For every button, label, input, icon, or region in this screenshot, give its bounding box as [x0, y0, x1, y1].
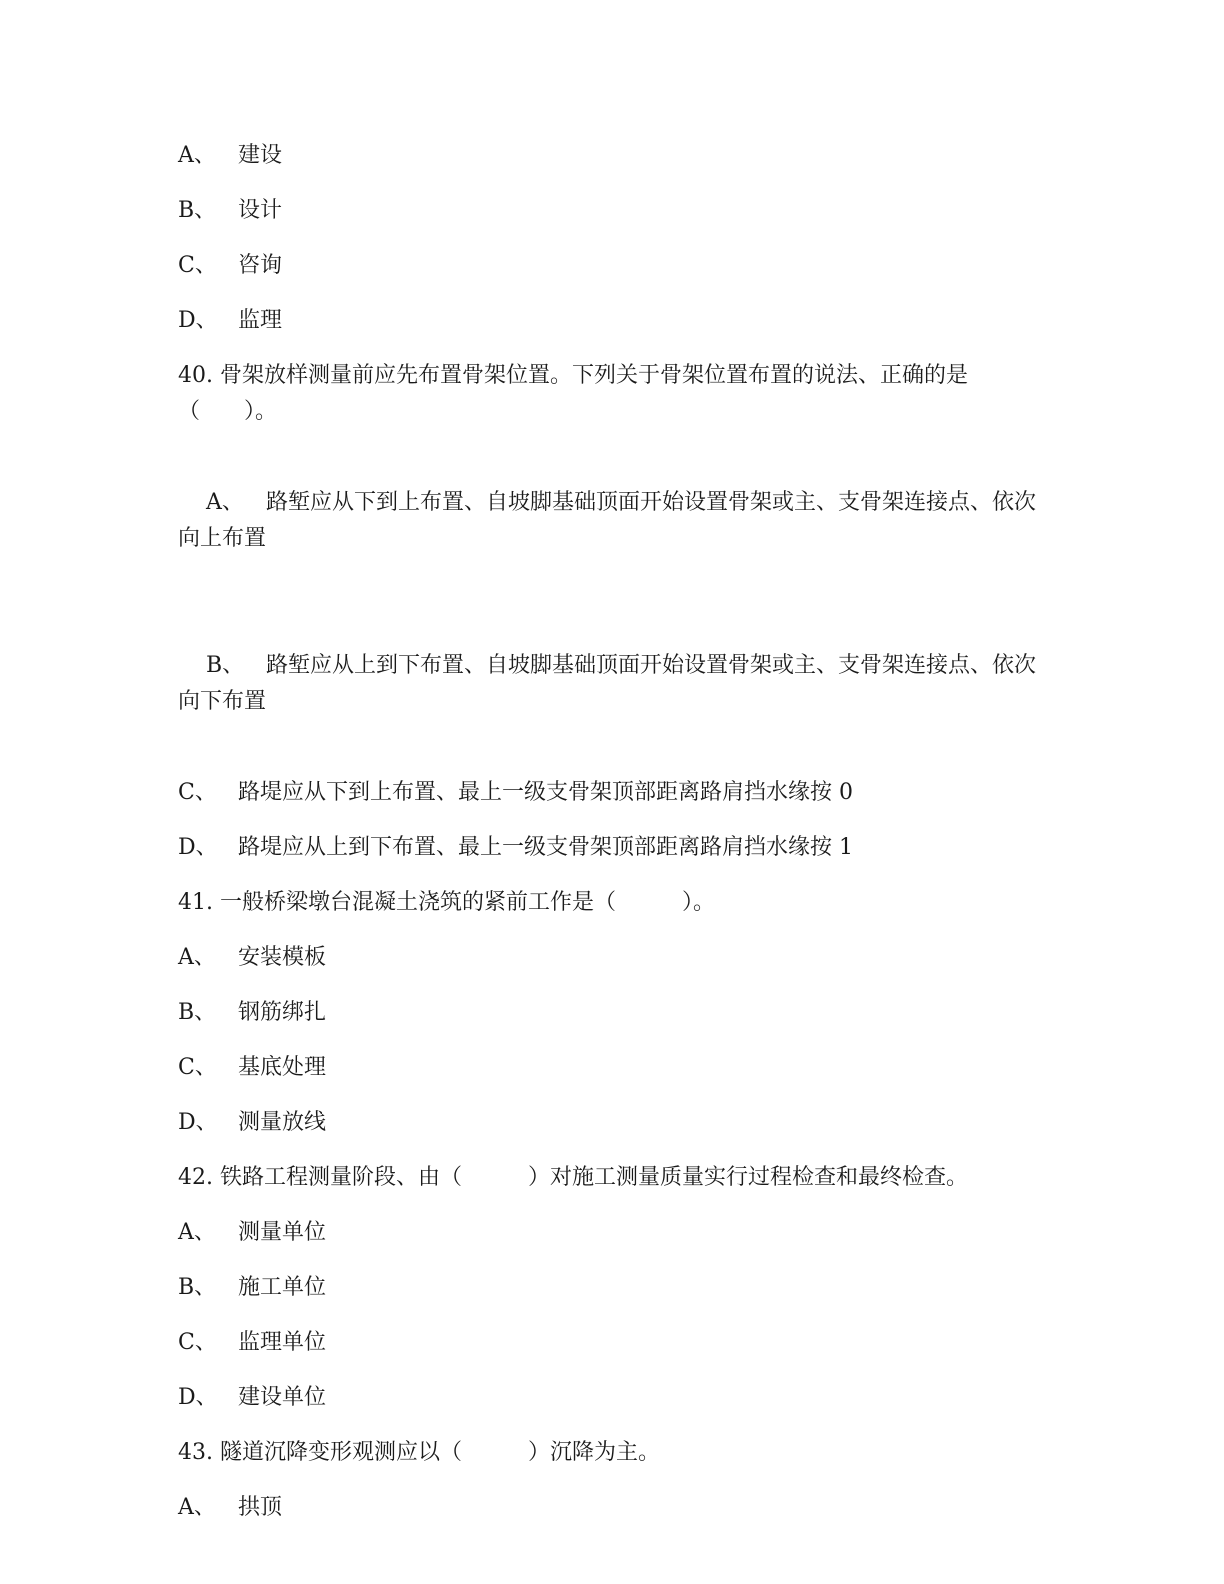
q39-option-c	[178, 248, 1048, 284]
q42-option-a	[178, 1215, 1048, 1251]
option-text: 建设	[238, 143, 283, 168]
option-letter: A、	[178, 1495, 216, 1520]
option-text: 基底处理	[238, 1055, 327, 1080]
q42-option-c	[178, 1325, 1048, 1361]
q40-option-a	[178, 449, 1048, 593]
question-43: 43. 隧道沉降变形观测应以（ ）沉降为主。	[178, 1440, 660, 1465]
option-letter: D、	[178, 835, 218, 860]
option-letter: B、	[178, 198, 217, 223]
option-letter: A、	[205, 490, 244, 515]
document-page	[178, 138, 1048, 1545]
option-text: 路堑应从下到上布置、自坡脚基础顶面开始设置骨架或主、支骨架连接点、依次向上布置	[178, 490, 1036, 551]
option-text: 路堤应从下到上布置、最上一级支骨架顶部距离路肩挡水缘按 0	[238, 780, 853, 805]
option-letter: C、	[178, 780, 217, 805]
option-text: 拱顶	[238, 1495, 283, 1520]
question-41: 41. 一般桥梁墩台混凝土浇筑的紧前工作是（ ）。	[178, 890, 715, 915]
option-text: 设计	[238, 198, 283, 223]
option-text: 建设单位	[238, 1385, 327, 1410]
option-letter: C、	[178, 1330, 217, 1355]
q43-option-a	[178, 1490, 1048, 1526]
option-text: 监理单位	[238, 1330, 327, 1355]
q39-option-a	[178, 138, 1048, 174]
option-text: 路堤应从上到下布置、最上一级支骨架顶部距离路肩挡水缘按 1	[238, 835, 853, 860]
option-text: 咨询	[238, 253, 283, 278]
q42-option-d	[178, 1380, 1048, 1416]
option-text: 施工单位	[238, 1275, 327, 1300]
q39-option-b	[178, 193, 1048, 229]
option-letter: B、	[178, 1275, 217, 1300]
option-letter: D、	[178, 1385, 218, 1410]
q41-option-c	[178, 1050, 1048, 1086]
q40-option-d	[178, 830, 1048, 866]
q41-option-a	[178, 940, 1048, 976]
q39-option-d	[178, 303, 1048, 339]
option-letter: A、	[178, 1220, 216, 1245]
option-text: 测量单位	[238, 1220, 327, 1245]
option-letter: C、	[178, 1055, 217, 1080]
q41-option-d	[178, 1105, 1048, 1141]
option-letter: D、	[178, 308, 218, 333]
option-letter: B、	[178, 1000, 217, 1025]
q40-option-c	[178, 775, 1048, 811]
q40-option-b	[178, 612, 1048, 756]
option-letter: A、	[178, 945, 216, 970]
option-text: 监理	[238, 308, 283, 333]
option-letter: A、	[178, 143, 216, 168]
q42-option-b	[178, 1270, 1048, 1306]
option-text: 测量放线	[238, 1110, 327, 1135]
option-letter: C、	[178, 253, 217, 278]
question-42: 42. 铁路工程测量阶段、由（ ）对施工测量质量实行过程检查和最终检查。	[178, 1165, 968, 1190]
question-40: 40. 骨架放样测量前应先布置骨架位置。下列关于骨架位置布置的说法、正确的是（ ）。	[178, 363, 968, 424]
option-text: 安装模板	[238, 945, 327, 970]
q41-option-b	[178, 995, 1048, 1031]
option-text: 路堑应从上到下布置、自坡脚基础顶面开始设置骨架或主、支骨架连接点、依次向下布置	[178, 653, 1036, 714]
option-letter: B、	[205, 653, 245, 678]
option-text: 钢筋绑扎	[238, 1000, 327, 1025]
option-letter: D、	[178, 1110, 218, 1135]
